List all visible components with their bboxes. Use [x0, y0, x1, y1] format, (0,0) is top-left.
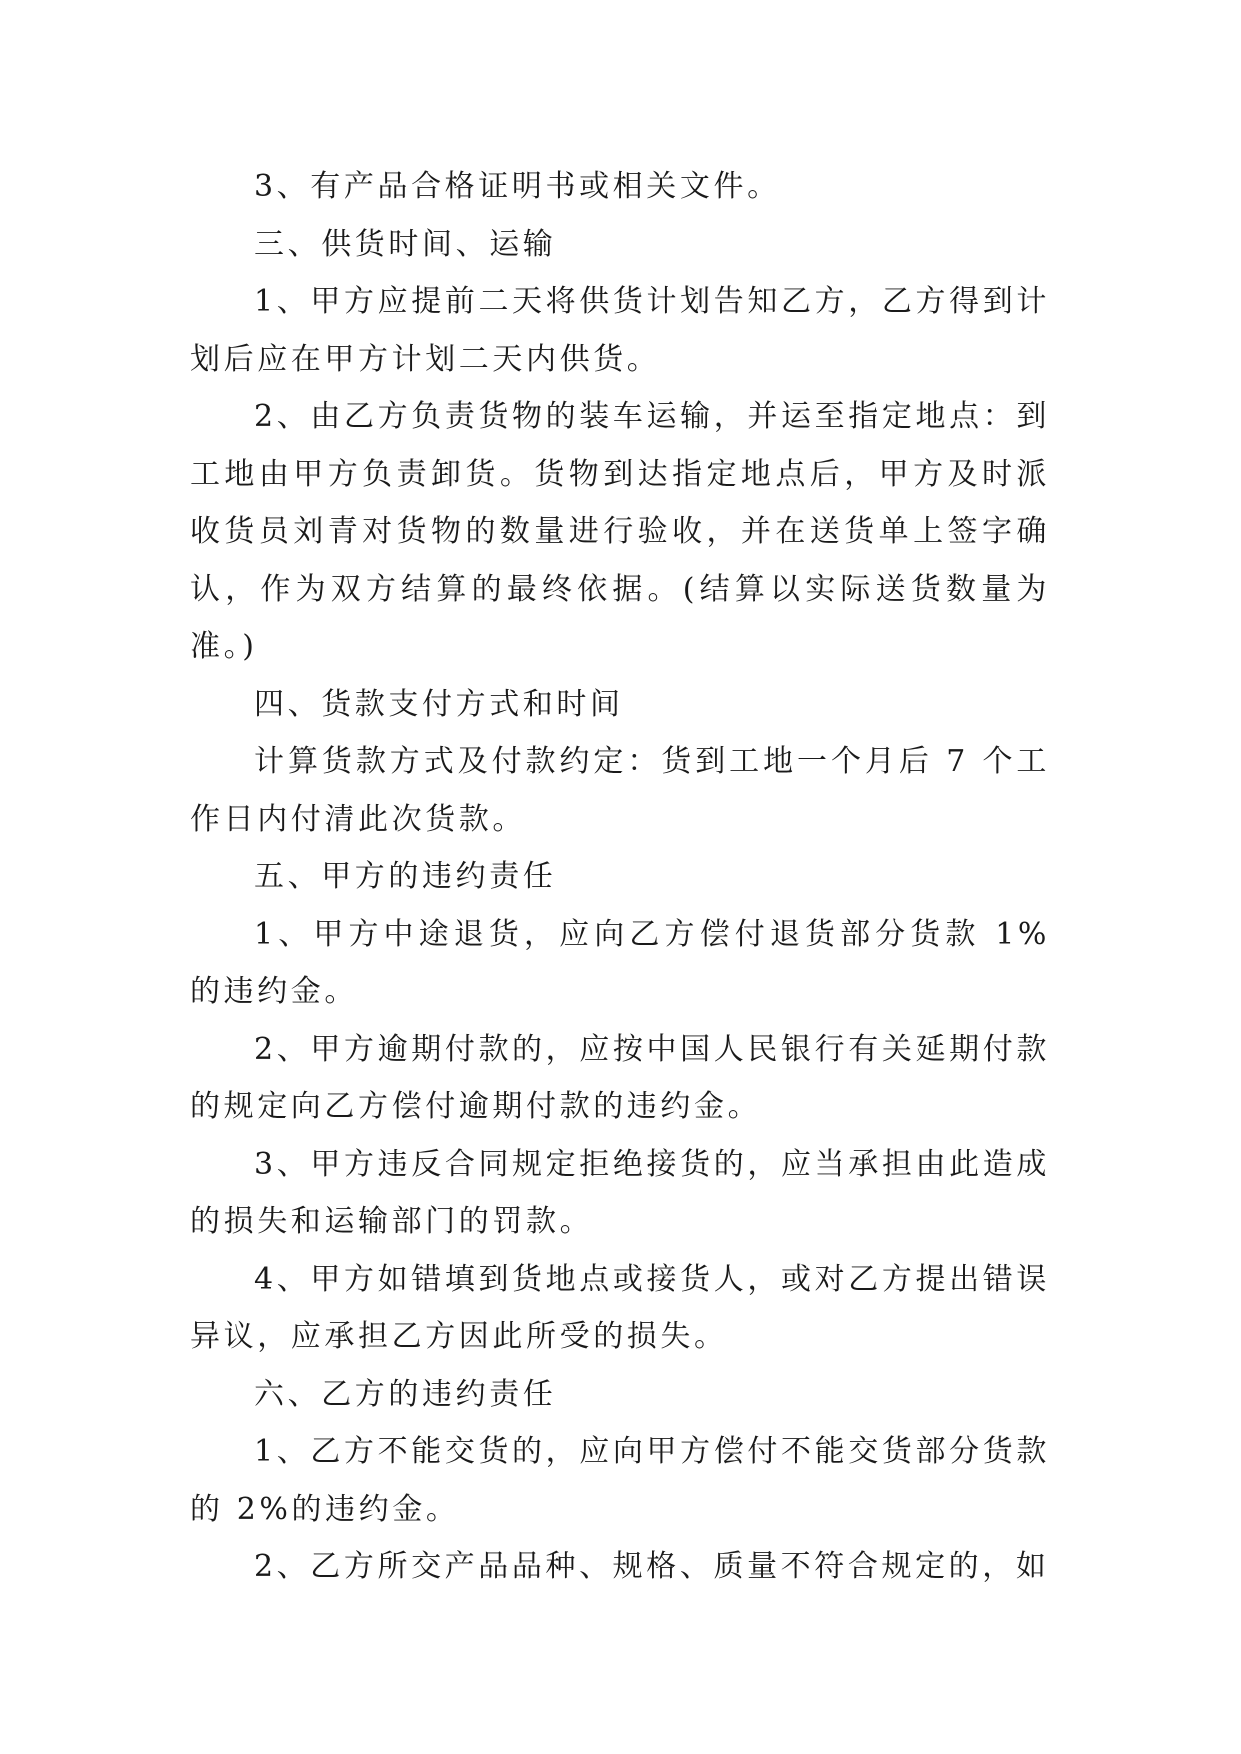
paragraph-party-a-item-3: 3、甲方违反合同规定拒绝接货的，应当承担由此造成的损失和运输部门的罚款。 [190, 1146, 1050, 1239]
document-page [190, 158, 1050, 1596]
section-heading-delivery: 三、供货时间、运输 [254, 226, 557, 262]
paragraph-delivery-item-1: 1、甲方应提前二天将供货计划告知乙方，乙方得到计划后应在甲方计划二天内供货。 [190, 284, 1050, 377]
paragraph-party-b-item-2: 2、乙方所交产品品种、规格、质量不符合规定的，如 [254, 1549, 1050, 1584]
paragraph-delivery-item-2: 2、由乙方负责货物的装车运输，并运至指定地点：到工地由甲方负责卸货。货物到达指定地点后，甲方及时派收货员刘青对货物的数量进行验收，并在送货单上签字确认，作为双方结算的最终依据。(结算以实际送货数量为准。) [190, 399, 1050, 664]
paragraph-payment-terms: 计算货款方式及付款约定：货到工地一个月后 7 个工作日内付清此次货款。 [190, 744, 1050, 837]
section-heading-payment: 四、货款支付方式和时间 [254, 686, 624, 722]
paragraph-qualification-item-3: 3、有产品合格证明书或相关文件。 [254, 169, 781, 204]
section-heading-party-a-liability: 五、甲方的违约责任 [254, 859, 557, 894]
paragraph-party-a-item-1: 1、甲方中途退货，应向乙方偿付退货部分货款 1%的违约金。 [190, 916, 1050, 1009]
paragraph-party-a-item-2: 2、甲方逾期付款的，应按中国人民银行有关延期付款的规定向乙方偿付逾期付款的违约金。 [190, 1031, 1050, 1124]
section-heading-party-b-liability: 六、乙方的违约责任 [254, 1376, 557, 1412]
paragraph-party-a-item-4: 4、甲方如错填到货地点或接货人，或对乙方提出错误异议，应承担乙方因此所受的损失。 [190, 1261, 1050, 1354]
paragraph-party-b-item-1: 1、乙方不能交货的，应向甲方偿付不能交货部分货款的 2%的违约金。 [190, 1434, 1050, 1527]
